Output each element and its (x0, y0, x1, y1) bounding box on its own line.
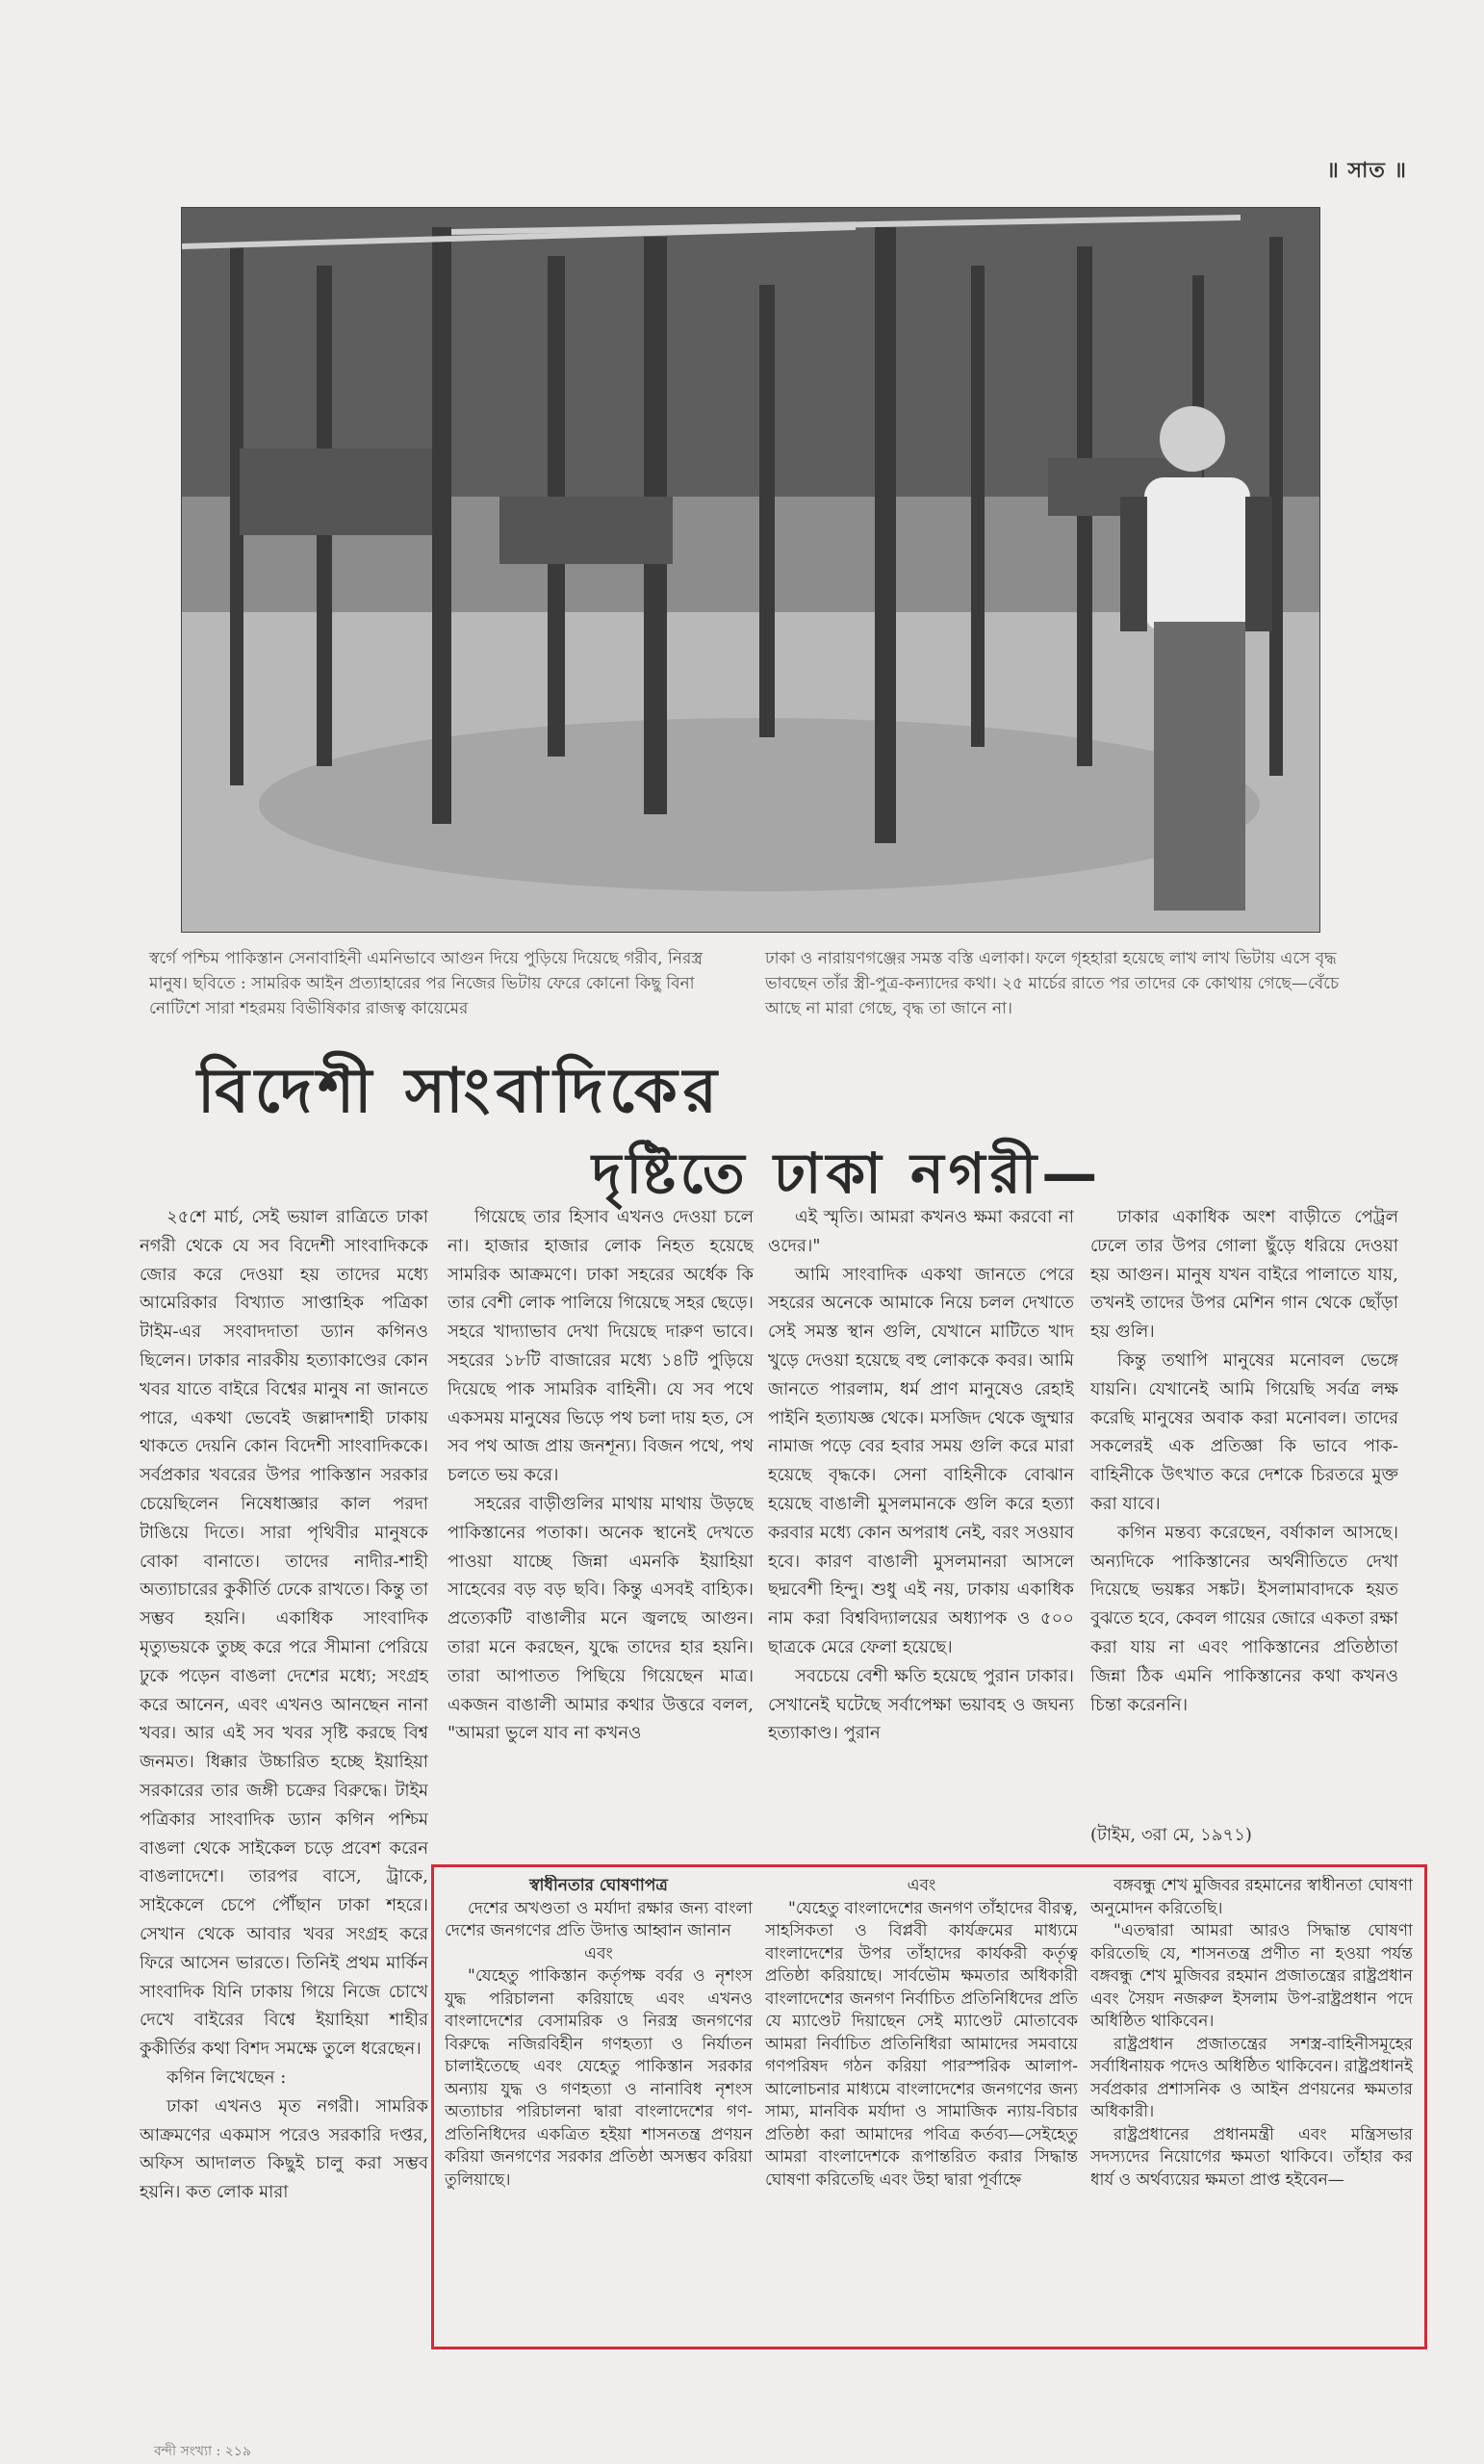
declaration-column-2 (765, 1875, 1078, 2337)
article-paragraph: ঢাকা এখনও মৃত নগরী। সামরিক আক্রমণের একমাস পরেও সরকারি দপ্তর, অফিস আদালত কিছুই চালু করা সম্ভব হয়নি। কত লোক মারা (140, 2095, 428, 2203)
news-photo (181, 207, 1320, 933)
article-paragraph: গিয়েছে তার হিসাব এখনও দেওয়া চলে না। হাজার হাজার লোক নিহত হয়েছে সামরিক আক্রমণে। ঢাকা সহরের অর্ধেক কি তার বেশী লোক পালিয়ে গিয়েছে সহর ছেড়ে। সহরে খাদ্যাভাব দেখা দিয়েছে দারুণ ভাবে। সহরের ১৮টি বাজারের মধ্যে ১৪টি পুড়িয়ে দিয়েছে পাক সামরিক বাহিনী। যে সব পথে একসময় মানুষের ভিড়ে পথ চলা দায় হত, সে সব পথ আজ প্রায় জনশূন্য। বিজন পথে, পথ চলতে ভয় করে। (448, 1207, 754, 1486)
article-paragraph: ২৫শে মার্চ, সেই ভয়াল রাত্রিতে ঢাকা নগরী থেকে যে সব বিদেশী সাংবাদিককে জোর করে দেওয়া হয় তাদের মধ্যে আমেরিকার বিখ্যাত সাপ্তাহিক পত্রিকা টাইম-এর সংবাদদাতা ড্যান কগিনও ছিলেন। ঢাকার নারকীয় হত্যাকাণ্ডের কোন খবর যাতে বাইরে বিশ্বের মানুষ না জানতে পারে, একথা ভেবেই জল্লাদশাহী ঢাকায় থাকতে দেয়নি কোন বিদেশী সাংবাদিককে। সর্বপ্রকার খবরের উপর পাকিস্তান সরকার চেয়েছিলেন নিষেধাজ্ঞার কাল পরদা টাঙিয়ে দিতে। সারা পৃথিবীর মানুষকে বোকা বানাতে। তাদের নাদীর-শাহী অত্যাচারের কুকীর্তি ঢেকে রাখতে। কিন্তু তা সম্ভব হয়নি। একাধিক সাংবাদিক মৃত্যুভয়কে তুচ্ছ করে পরে সীমানা পেরিয়ে ঢুকে পড়েন বাঙলা দেশের মধ্যে; সংগ্রহ করে আনেন, এবং এখনও আনছেন নানা খবর। আর এই সব খবর সৃষ্টি করছে বিশ্ব জনমত। ধিক্কার উচ্চারিত হচ্ছে ইয়াহিয়া সরকারের তার জঙ্গী চক্রের বিরুদ্ধে। টাইম পত্রিকার সাংবাদিক ড্যান কগিন পশ্চিম বাঙলা থেকে সাইকেল চড়ে প্রবেশ করেন বাঙলাদেশে। তারপর বাসে, ট্রাকে, সাইকেলে চেপে পৌঁছান ঢাকা শহরে। সেখান থেকে আবার খবর সংগ্রহ করে ফিরে আসেন ভারতে। তিনিই প্রথম মার্কিন সাংবাদিক যিনি ঢাকায় গিয়ে নিজে চোখে দেখে বাইরের বিশ্বে ইয়াহিয়া শাহীর কুকীর্তির কথা বিশদ সমক্ষে তুলে ধরেছেন। (140, 1207, 428, 2060)
article-paragraph: সবচেয়ে বেশী ক্ষতি হয়েছে পুরান ঢাকার। সেখানেই ঘটেছে সর্বাপেক্ষা ভয়াবহ ও জঘন্য হত্যাকাণ্ড। পুরান (768, 1665, 1074, 1744)
declaration-paragraph: বঙ্গবন্ধু শেখ মুজিবর রহমানের স্বাধীনতা ঘোষণা অনুমোদন করিতেছি। (1090, 1876, 1413, 1918)
declaration-conjunction: এবং (584, 1943, 613, 1964)
headline-line-2: দৃষ্টিতে ঢাকা নগরী— (592, 1141, 1103, 1206)
headline-line-1: বিদেশী সাংবাদিকের (197, 1056, 723, 1127)
article-paragraph: ঢাকার একাধিক অংশ বাড়ীতে পেট্রল ঢেলে তার উপর গোলা ছুঁড়ে ধরিয়ে দেওয়া হয় আগুন। মানুষ যখন বাইরে পালাতে যায়, তখনই তাদের উপর মেশিন গান থেকে ছোঁড়া হয় গুলি। (1090, 1207, 1398, 1343)
declaration-paragraph: "এতদ্বারা আমরা আরও সিদ্ধান্ত ঘোষণা করিতেছি যে, শাসনতন্ত্র প্রণীত না হওয়া পর্যন্ত বঙ্গবন্ধু শেখ মুজিবর রহমান প্রজাতন্ত্রের রাষ্ট্রপ্রধান এবং সৈয়দ নজরুল ইসলাম উপ-রাষ্ট্রপ্রধান পদে অধিষ্ঠিত থাকিবেন। (1090, 1921, 1413, 2031)
article-paragraph: কগিন লিখেছেন : (166, 2066, 287, 2088)
article-column-3 (768, 1203, 1074, 1817)
photo-illustration (182, 208, 1319, 932)
page-number-header: ॥ সাত ॥ (1326, 158, 1407, 183)
declaration-paragraph: দেশের অখণ্ডতা ও মর্যাদা রক্ষার জন্য বাংলা দেশের জনগণের প্রতি উদাত্ত আহ্বান জানান (445, 1898, 753, 1940)
photo-caption-left: স্বর্গে পশ্চিম পাকিস্তান সেনাবাহিনী এমনিভাবে আগুন দিয়ে পুড়িয়ে দিয়েছে গরীব, নিরস্ত্র মানুষ। ছবিতে : সামরিক আইন প্রত্যাহারের পর নিজের ভিটায় ফেরে কোনো কিছু বিনা নোটিশে সারা শহরময় বিভীষিকার রাজত্ব কায়েমের (149, 949, 704, 1018)
source-dateline: (টাইম, ৩রা মে, ১৯৭১) (1090, 1825, 1252, 1845)
article-column-2 (448, 1203, 754, 1817)
article-column-4 (1090, 1203, 1398, 1771)
article-paragraph: এই স্মৃতি। আমরা কখনও ক্ষমা করবো না ওদের।" (768, 1207, 1074, 1256)
page-footer: বন্দী সংখ্যা : ২১৯ (154, 2444, 251, 2459)
declaration-paragraph: "যেহেতু পাকিস্তান কর্তৃপক্ষ বর্বর ও নৃশংস যুদ্ধ পরিচালনা করিয়াছে এবং এখনও বাংলাদেশের বেসামরিক ও নিরস্ত্র জনগণের বিরুদ্ধে নজিরবিহীন গণহত্যা ও নির্যাতন চালাইতেছে এবং যেহেতু পাকিস্তান সরকার অন্যায় যুদ্ধ ও গণহত্যা ও নানাবিধ নৃশংস অত্যাচার পরিচালনা দ্বারা বাংলাদেশের গণ-প্রতিনিধিদের একত্রিত হইয়া শাসনতন্ত্র প্রণয়ন করিয়া জনগণের সরকার প্রতিষ্ঠা অসম্ভব করিয়া তুলিয়াছে। (445, 1966, 753, 2190)
declaration-paragraph: "যেহেতু বাংলাদেশের জনগণ তাঁহাদের বীরত্ব, সাহসিকতা ও বিপ্লবী কার্যক্রমের মাধ্যমে বাংলাদেশের উপর তাঁহাদের কার্যকরী কর্তৃত্ব প্রতিষ্ঠা করিয়াছে। সার্বভৌম ক্ষমতার অধিকারী বাংলাদেশের জনগণ নির্বাচিত প্রতিনিধিদের প্রতি যে ম্যাণ্ডেট দিয়াছেন সেই ম্যাণ্ডেট মোতাবেক আমরা নির্বাচিত প্রতিনিধিরা আমাদের সমবায়ে গণপরিষদ গঠন করিয়া পারস্পরিক আলাপ-আলোচনার মাধ্যমে বাংলাদেশের জনগণের জন্য সাম্য, মানবিক মর্যাদা ও সামাজিক ন্যায়-বিচার প্রতিষ্ঠা করা আমাদের পবিত্র কর্তব্য—সেইহেতু আমরা বাংলাদেশকে রূপান্তরিত করার সিদ্ধান্ত ঘোষণা করিতেছি এবং উহা দ্বারা পূর্বাহ্নে (765, 1898, 1078, 2190)
declaration-conjunction: এবং (907, 1876, 936, 1895)
article-paragraph: কিন্তু তথাপি মানুষের মনোবল ভেঙ্গে যায়নি। যেখানেই আমি গিয়েছি সর্বত্র লক্ষ করেছি মানুষের অবাক করা মনোবল। তাদের সকলেরই এক প্রতিজ্ঞা কি ভাবে পাক-বাহিনীকে উৎখাত করে দেশকে চিরতরে মুক্ত করা যাবে। (1090, 1349, 1398, 1514)
photo-caption-right: ঢাকা ও নারায়ণগঞ্জের সমস্ত বস্তি এলাকা। ফলে গৃহহারা হয়েছে লাখ লাখ ভিটায় এসে বৃদ্ধ ভাবছেন তাঁর স্ত্রী-পুত্র-কন্যাদের কথা। ২৫ মার্চের রাতে পর তাদের কে কোথায় গেছে—বেঁচে আছে না মারা গেছে, বৃদ্ধ তা জানে না। (765, 949, 1340, 1018)
declaration-column-1 (445, 1875, 753, 2337)
declaration-paragraph: রাষ্ট্রপ্রধানের প্রধানমন্ত্রী এবং মন্ত্রিসভার সদস্যদের নিয়োগের ক্ষমতা থাকিবে। তাঁহার কর ধার্য ও অর্থব্যয়ের ক্ষমতা প্রাপ্ত হইবেন— (1090, 2124, 1413, 2190)
article-paragraph: আমি সাংবাদিক একথা জানতে পেরে সহরের অনেকে আমাকে নিয়ে চলল দেখাতে সেই সমস্ত স্থান গুলি, যেখানে মাটিতে খাদ খুড়ে দেওয়া হয়েছে বহু লোককে কবর। আমি জানতে পারলাম, ধর্ম প্রাণ মানুষেও রেহাই পাইনি হত্যাযজ্ঞ থেকে। মসজিদ থেকে জুম্মার নামাজ পড়ে বের হবার সময় গুলি করে মারা হয়েছে বৃদ্ধকে। সেনা বাহিনীকে বোঝান হয়েছে বাঙালী মুসলমানকে গুলি করে হত্যা করবার মধ্যে কোন অপরাধ নেই, বরং সওয়াব হবে। কারণ বাঙালী মুসলমানরা আসলে ছদ্মবেশী হিন্দু। শুধু এই নয়, ঢাকায় একাধিক নাম করা বিশ্ববিদ্যালয়ের অধ্যাপক ও ৫০০ ছাত্রকে মেরে ফেলা হয়েছে। (768, 1264, 1074, 1657)
article-paragraph: কগিন মন্তব্য করেছেন, বর্ষাকাল আসছে। অন্যদিকে পাকিস্তানের অর্থনীতিতে দেখা দিয়েছে ভয়ঙ্কর সঙ্কট। ইসলামাবাদকে হয়ত বুঝতে হবে, কেবল গায়ের জোরে একতা রক্ষা করা যায় না এবং পাকিস্তানের প্রতিষ্ঠাতা জিন্না ঠিক এমনি পাকিস্তানের কথা কখনও চিন্তা করেননি। (1090, 1522, 1398, 1715)
declaration-title: স্বাধীনতার ঘোষণাপত্র (529, 1876, 668, 1895)
article-column-1 (140, 1203, 428, 2331)
declaration-paragraph: রাষ্ট্রপ্রধান প্রজাতন্ত্রের সশস্ত্র-বাহিনীসমূহের সর্বাধিনায়ক পদেও অধিষ্ঠিত থাকিবেন। রাষ্ট্রপ্রধানই সর্বপ্রকার প্রশাসনিক ও আইন প্রণয়নের ক্ষমতার অধিকারী। (1090, 2034, 1413, 2121)
declaration-column-3 (1090, 1875, 1413, 2337)
article-paragraph: সহরের বাড়ীগুলির মাথায় মাথায় উড়ছে পাকিস্তানের পতাকা। অনেক স্থানেই দেখতে পাওয়া যাচ্ছে জিন্না এমনকি ইয়াহিয়া সাহেবের বড় বড় ছবি। কিন্তু এসবই বাহ্যিক। প্রত্যেকটি বাঙালীর মনে জ্বলছে আগুন। তারা মনে করছেন, যুদ্ধে তাদের হার হয়নি। তারা আপাতত পিছিয়ে গিয়েছেন মাত্র। একজন বাঙালী আমার কথার উত্তরে বলল, "আমরা ভুলে যাব না কখনও (448, 1493, 754, 1744)
